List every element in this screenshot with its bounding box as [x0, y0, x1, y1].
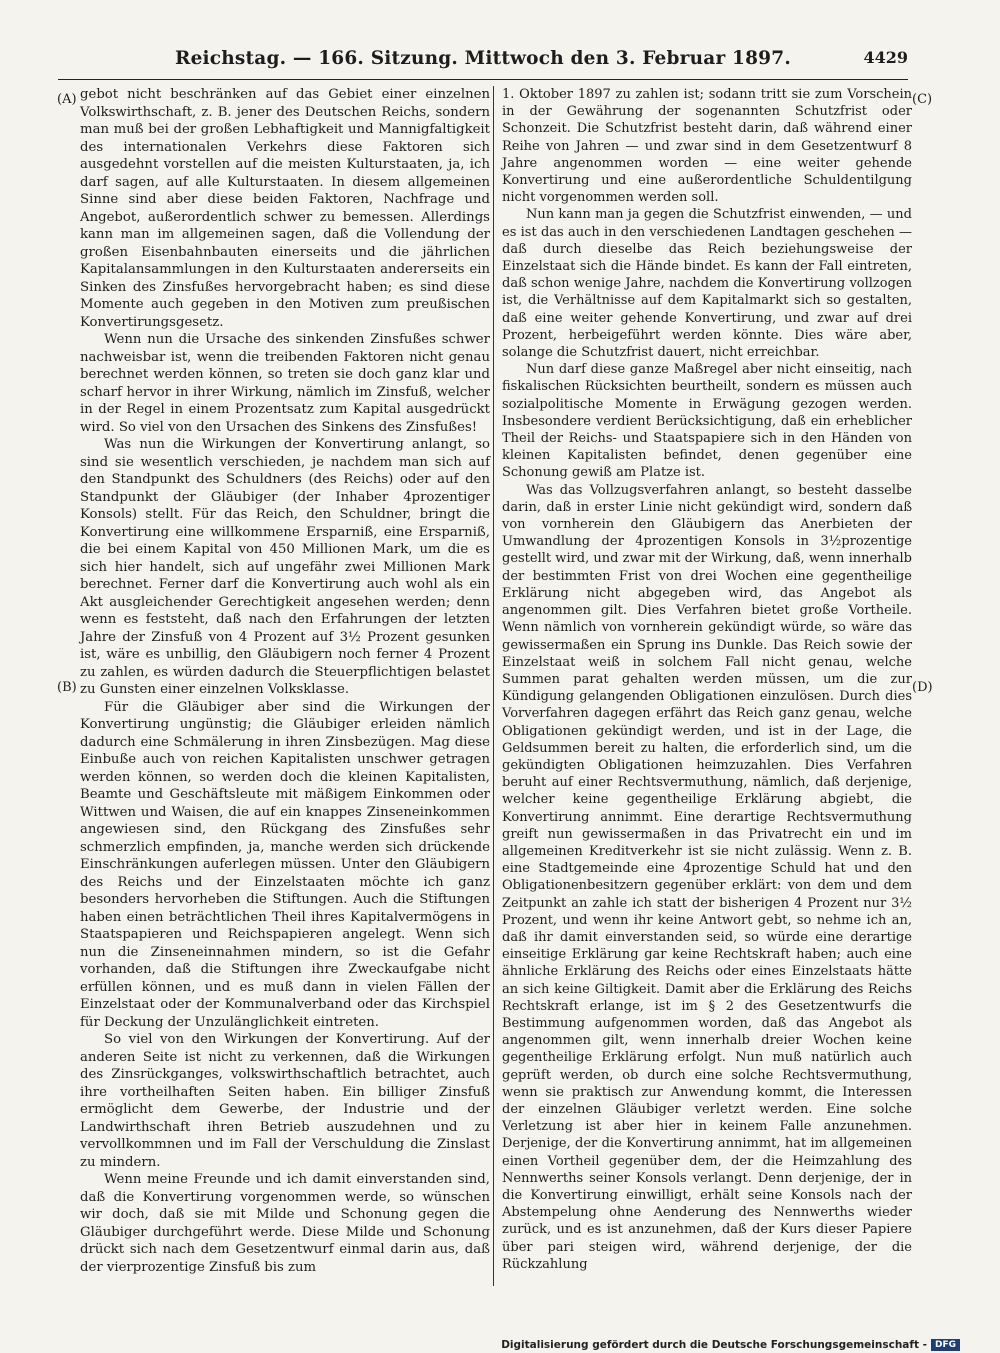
header-rule [58, 79, 908, 80]
paragraph: Was das Vollzugsverfahren anlangt, so besteht dasselbe darin, daß in erster Linie nicht gekündigt wird, sondern daß von vornherein den Gläubigern das Anerbieten der Umwandlung der 4prozentigen Konsols in 3½prozentige gestellt wird, und zwar mit der Wirkung, daß, wenn innerhalb der bestimmten Frist von drei Wochen eine gegentheilige Erklärung nicht abgegeben wird, das Angebot als angenommen gilt. Dies Verfahren bietet große Vortheile. Wenn nämlich von vornherein gekündigt würde, so wäre das gewissermaßen ein Sprung ins Dunkle. Das Reich sowie der Einzelstaat weiß in solchem Fall nicht genau, welche Summen parat gehalten werden müssen, um die zur Kündigung gelangenden Obligationen einzulösen. Durch dies Vorverfahren dagegen erfährt das Reich ganz genau, welche Obligationen gekündigt werden, und ist in der Lage, die Geldsummen bereit zu halten, die erforderlich sind, um die gekündigten Obligationen heimzuzahlen. Dies Verfahren beruht auf einer Rechtsvermuthung, nämlich, daß derjenige, welcher keine gegentheilige Erklärung abgiebt, die Konvertirung annimmt. Eine derartige Rechtsvermuthung greift nun gewissermaßen in das Privatrecht ein und im allgemeinen Kreditverkehr ist sie nicht zulässig. Wenn z. B. eine Stadtgemeinde eine 4prozentige Schuld hat und den Obligationenbesitzern gegenüber erklärt: von dem und dem Zeitpunkt an zahle ich statt der bisherigen 4 Prozent nur 3½ Prozent, und wenn ihr keine Antwort gebt, so nehme ich an, daß ihr damit einverstanden seid, so würde eine derartige einseitige Erklärung gar keine Rechtskraft haben; auch eine ähnliche Erklärung des Reichs oder eines Einzelstaats hätte an sich keine Giltigkeit. Damit aber die Erklärung des Reichs Rechtskraft erlange, ist im § 2 des Gesetzentwurfs die Bestimmung aufgenommen worden, daß das Angebot als angenommen gilt, wenn innerhalb dreier Wochen keine gegentheilige Erklärung erfolgt. Nun muß natürlich auch geprüft werden, ob durch eine solche Rechtsvermuthung, wenn sie praktisch zur Anwendung kommt, die Interessen der einzelnen Gläubiger verletzt werden. Eine solche Verletzung ist aber hier in keinem Falle anzunehmen. Derjenige, der die Konvertirung annimmt, hat im allgemeinen einen Vortheil gegenüber dem, der die Heimzahlung des Nennwerths seiner Konsols verlangt. Denn derjenige, der in die Konvertirung einwilligt, erhält seine Konsols nach der Abstempelung ohne Aenderung des Nennwerths wieder zurück, und es ist anzunehmen, daß der Kurs dieser Papiere über pari steigen wird, während derjenige, der die Rückzahlung [502, 482, 912, 1272]
column-divider [493, 86, 494, 1286]
paragraph: Nun kann man ja gegen die Schutzfrist einwenden, — und es ist das auch in den verschiedenen Landtagen geschehen — daß durch dieselbe das Reich beziehungsweise der Einzelstaat sich die Hände bindet. Es kann der Fall eintreten, daß schon wenige Jahre, nachdem die Konvertirung vollzogen ist, die Verhältnisse auf dem Kapitalmarkt sich so gestalten, daß eine weiter gehende Konvertirung, und zwar auf drei Prozent, herbeigeführt werden könnte. Dies wäre aber, solange die Schutzfrist dauert, nicht erreichbar. [502, 207, 912, 361]
right-column [502, 86, 912, 1273]
paragraph: Nun darf diese ganze Maßregel aber nicht einseitig, nach fiskalischen Rücksichten beurtheilt, sondern es müssen auch sozialpolitische Momente in Erwägung gezogen werden. Insbesondere verdient Berücksichtigung, daß ein erheblicher Theil der Reichs- und Staatspapiere sich in den Händen von kleinen Kapitalisten befindet, denen gegenüber eine Schonung gewiß am Platze ist. [502, 362, 912, 481]
margin-marker-c: (C) [912, 92, 933, 107]
margin-marker-d: (D) [912, 680, 933, 695]
paragraph: 1. Oktober 1897 zu zahlen ist; sodann tritt sie zum Vorschein in der Gewährung der sogenannten Schutzfrist oder Schonzeit. Die Schutzfrist besteht darin, daß während einer Reihe von Jahren — und zwar sind in dem Gesetzentwurf 8 Jahre angenommen worden — eine weiter gehende Konvertirung und eine außerordentliche Schuldentilgung nicht vorgenommen werden soll. [502, 87, 912, 206]
paragraph: Wenn meine Freunde und ich damit einverstanden sind, daß die Konvertirung vorgenommen werde, so wünschen wir doch, daß sie mit Milde und Schonung gegen die Gläubiger durchgeführt werde. Diese Milde und Schonung drückt sich nach dem Gesetzentwurf einmal darin aus, daß der vierprozentige Zinsfuß bis zum [80, 1172, 490, 1275]
paragraph: gebot nicht beschränken auf das Gebiet einer einzelnen Volkswirthschaft, z. B. jener des Deutschen Reichs, sondern man muß bei der großen Lebhaftigkeit und Mannigfaltigkeit des internationalen Verkehrs diese Faktoren sich ausgedehnt vorstellen auf die meisten Kulturstaaten, ja, ich darf sagen, auf alle Kulturstaaten. In diesem allgemeinen Sinne sind aber diese beiden Faktoren, Nachfrage und Angebot, außerordentlich schwer zu bemessen. Allerdings kann man im allgemeinen sagen, daß die Vollendung der großen Eisenbahnbauten einerseits und die jährlichen Kapitalansammlungen in den Kulturstaaten andererseits ein Sinken des Zinsfußes hervorgebracht haben; es sind diese Momente auch gegeben in den Motiven zum preußischen Konvertirungsgesetz. [80, 87, 490, 330]
page-number: 4429 [863, 48, 908, 67]
margin-marker-a: (A) [57, 92, 77, 107]
page-header [58, 46, 908, 76]
paragraph: Was nun die Wirkungen der Konvertirung anlangt, so sind sie wesentlich verschieden, je nachdem man sich auf den Standpunkt des Schuldners (des Reichs) oder auf den Standpunkt der Gläubiger (der Inhaber 4prozentiger Konsols) stellt. Für das Reich, den Schuldner, bringt die Konvertirung eine willkommene Ersparniß, eine Ersparniß, die bei einem Kapital von 450 Millionen Mark, um die es sich hier handelt, sich auf ungefähr zwei Millionen Mark berechnet. Ferner darf die Konvertirung auch wohl als ein Akt ausgleichender Gerechtigkeit angesehen werden; denn wenn es feststeht, daß nach den Erfahrungen der letzten Jahre der Zinsfuß von 4 Prozent auf 3½ Prozent gesunken ist, wäre es unbillig, den Gläubigern noch ferner 4 Prozent zu zahlen, es würden dadurch die Steuerpflichtigen belastet zu Gunsten einer einzelnen Volksklasse. [80, 437, 490, 697]
margin-marker-b: (B) [57, 680, 77, 695]
paragraph: So viel von den Wirkungen der Konvertirung. Auf der anderen Seite ist nicht zu verkennen, daß die Wirkungen des Zinsrückganges, volkswirthschaftlich betrachtet, auch ihre vortheilhaften Seiten haben. Ein billiger Zinsfuß ermöglicht dem Gewerbe, der Industrie und der Landwirthschaft ihren Betrieb auszudehnen und zu vervollkommnen und im Fall der Verschuldung die Zinslast zu mindern. [80, 1032, 490, 1170]
dfg-logo: DFG [931, 1339, 960, 1351]
digitization-credit [501, 1339, 960, 1351]
paragraph: Wenn nun die Ursache des sinkenden Zinsfußes schwer nachweisbar ist, wenn die treibenden Faktoren nicht genau berechnet werden können, so treten sie doch ganz klar und scharf hervor in ihrer Wirkung, nämlich im Zinsfuß, welcher in der Regel in einem Prozentsatz zum Kapital ausgedrückt wird. So viel von den Ursachen des Sinkens des Zinsfußes! [80, 332, 490, 435]
left-column [80, 86, 490, 1276]
header-title: Reichstag. — 166. Sitzung. Mittwoch den 3. Februar 1897. [175, 48, 791, 69]
credit-text: Digitalisierung gefördert durch die Deutsche Forschungsgemeinschaft - [501, 1339, 927, 1351]
paragraph: Für die Gläubiger aber sind die Wirkungen der Konvertirung ungünstig; die Gläubiger erleiden nämlich dadurch eine Schmälerung in ihren Zinsbezügen. Mag diese Einbuße auch von reichen Kapitalisten unschwer getragen werden können, so werden doch die kleinen Kapitalisten, Beamte und Geschäftsleute mit mäßigem Einkommen oder Wittwen und Waisen, die auf ein knappes Zinseneinkommen angewiesen sind, den Rückgang des Zinsfußes sehr schmerzlich empfinden, ja, manche werden sich drückende Einschränkungen auferlegen müssen. Unter den Gläubigern des Reichs und der Einzelstaaten möchte ich ganz besonders hervorheben die Stiftungen. Auch die Stiftungen haben einen beträchtlichen Theil ihres Kapitalvermögens in Staatspapieren und Reichspapieren angelegt. Wenn sich nun die Zinseneinnahmen mindern, so ist die Gefahr vorhanden, daß die Stiftungen ihre Zweckaufgabe nicht erfüllen können, und es muß dann in vielen Fällen der Einzelstaat oder der Kommunalverband oder das Kirchspiel für Deckung der Unzulänglichkeit eintreten. [80, 699, 490, 1030]
